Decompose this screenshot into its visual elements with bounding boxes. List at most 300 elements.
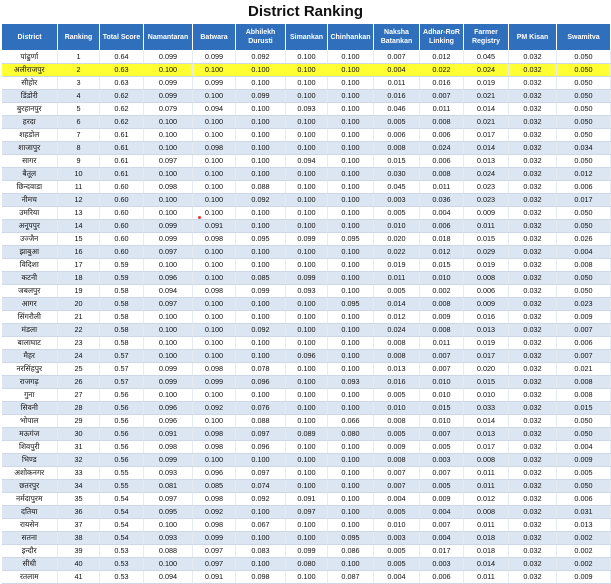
table-cell: 0.099 (193, 376, 236, 389)
table-cell: 0.098 (193, 441, 236, 454)
table-cell: 0.100 (328, 506, 374, 519)
table-row (2, 64, 611, 77)
table-cell: 0.098 (193, 142, 236, 155)
table-cell: 0.012 (374, 311, 420, 324)
table-cell: 14 (58, 220, 100, 233)
table-cell: 0.100 (286, 259, 328, 272)
table-cell: 6 (58, 116, 100, 129)
table-row (2, 311, 611, 324)
table-cell: 0.60 (100, 233, 144, 246)
table-cell: 0.009 (557, 454, 611, 467)
table-cell: 0.008 (420, 116, 464, 129)
table-cell: 0.021 (464, 90, 509, 103)
table-cell: 0.100 (236, 220, 286, 233)
table-cell: 26 (58, 376, 100, 389)
district-cell: भोपाल (2, 415, 58, 428)
table-cell: 0.098 (193, 363, 236, 376)
table-cell: 5 (58, 103, 100, 116)
table-cell: 0.63 (100, 64, 144, 77)
table-cell: 0.094 (144, 285, 193, 298)
table-cell: 0.005 (420, 441, 464, 454)
table-cell: 0.098 (193, 519, 236, 532)
table-cell: 0.022 (374, 246, 420, 259)
district-cell: सिंगरौली (2, 311, 58, 324)
district-cell: डिंडोरी (2, 90, 58, 103)
table-cell: 2 (58, 64, 100, 77)
table-cell: 0.009 (420, 311, 464, 324)
red-dot-marker (198, 216, 201, 219)
table-row (2, 402, 611, 415)
table-cell: 4 (58, 90, 100, 103)
table-cell: 0.007 (374, 51, 420, 64)
table-row (2, 350, 611, 363)
table-cell: 0.100 (144, 519, 193, 532)
table-cell: 0.032 (509, 298, 557, 311)
table-cell: 23 (58, 337, 100, 350)
table-cell: 27 (58, 389, 100, 402)
table-cell: 0.007 (420, 519, 464, 532)
district-cell: सिवनी (2, 402, 58, 415)
table-row (2, 233, 611, 246)
table-cell: 0.100 (236, 142, 286, 155)
table-cell: 0.100 (328, 311, 374, 324)
table-cell: 0.100 (328, 207, 374, 220)
table-cell: 0.098 (193, 428, 236, 441)
table-cell: 0.020 (464, 363, 509, 376)
table-cell: 0.100 (193, 272, 236, 285)
table-cell: 0.007 (557, 350, 611, 363)
table-cell: 0.100 (193, 64, 236, 77)
table-cell: 0.099 (144, 233, 193, 246)
table-cell: 0.006 (420, 155, 464, 168)
column-header: District (2, 24, 58, 51)
table-cell: 0.011 (374, 77, 420, 90)
district-cell: कटनी (2, 272, 58, 285)
table-cell: 0.013 (557, 519, 611, 532)
table-cell: 0.014 (464, 415, 509, 428)
table-cell: 0.005 (420, 480, 464, 493)
table-row (2, 480, 611, 493)
table-cell: 0.009 (420, 493, 464, 506)
column-header: Total Score (100, 24, 144, 51)
district-cell: अलीराजपुर (2, 64, 58, 77)
table-cell: 0.005 (374, 285, 420, 298)
table-cell: 0.100 (193, 337, 236, 350)
table-cell: 0.100 (286, 415, 328, 428)
table-row (2, 493, 611, 506)
table-cell: 0.100 (236, 155, 286, 168)
table-cell: 0.003 (374, 532, 420, 545)
district-cell: शाजापुर (2, 142, 58, 155)
table-row (2, 142, 611, 155)
table-cell: 0.100 (328, 181, 374, 194)
table-cell: 0.096 (144, 272, 193, 285)
table-cell: 0.100 (144, 142, 193, 155)
table-cell: 0.020 (374, 233, 420, 246)
table-cell: 0.64 (100, 51, 144, 64)
table-cell: 0.100 (286, 181, 328, 194)
table-cell: 0.097 (144, 298, 193, 311)
table-cell: 0.019 (464, 77, 509, 90)
table-cell: 38 (58, 532, 100, 545)
table-cell: 0.58 (100, 337, 144, 350)
table-cell: 0.100 (286, 246, 328, 259)
table-cell: 0.100 (236, 298, 286, 311)
table-cell: 0.046 (374, 103, 420, 116)
table-cell: 0.010 (464, 389, 509, 402)
table-cell: 0.100 (236, 337, 286, 350)
table-cell: 0.100 (236, 389, 286, 402)
table-cell: 0.032 (509, 103, 557, 116)
table-cell: 0.008 (374, 142, 420, 155)
table-cell: 0.085 (236, 272, 286, 285)
table-cell: 0.100 (328, 493, 374, 506)
table-cell: 0.023 (557, 298, 611, 311)
table-row (2, 363, 611, 376)
column-header: PM Kisan (509, 24, 557, 51)
table-cell: 0.100 (286, 519, 328, 532)
table-cell: 0.004 (420, 506, 464, 519)
table-cell: 0.100 (286, 454, 328, 467)
table-cell: 0.032 (509, 558, 557, 571)
table-cell: 0.097 (193, 545, 236, 558)
table-cell: 0.005 (374, 116, 420, 129)
table-cell: 0.100 (286, 480, 328, 493)
table-cell: 0.029 (464, 246, 509, 259)
table-cell: 0.57 (100, 363, 144, 376)
table-cell: 0.56 (100, 428, 144, 441)
table-cell: 0.56 (100, 402, 144, 415)
district-cell: अशोकनगर (2, 467, 58, 480)
table-cell: 1 (58, 51, 100, 64)
table-cell: 0.100 (286, 64, 328, 77)
table-cell: 0.53 (100, 558, 144, 571)
table-cell: 0.100 (286, 77, 328, 90)
table-cell: 0.015 (557, 402, 611, 415)
table-cell: 0.011 (374, 272, 420, 285)
table-cell: 0.050 (557, 480, 611, 493)
table-cell: 0.050 (557, 220, 611, 233)
table-cell: 0.100 (236, 532, 286, 545)
table-cell: 0.017 (464, 129, 509, 142)
table-cell: 0.099 (144, 363, 193, 376)
table-cell: 0.100 (193, 298, 236, 311)
table-row (2, 545, 611, 558)
table-cell: 0.100 (328, 168, 374, 181)
table-cell: 0.100 (328, 220, 374, 233)
table-cell: 0.033 (464, 402, 509, 415)
table-cell: 21 (58, 311, 100, 324)
table-cell: 0.100 (236, 77, 286, 90)
table-cell: 0.100 (193, 116, 236, 129)
table-row (2, 116, 611, 129)
column-header: Ranking (58, 24, 100, 51)
table-cell: 0.011 (420, 181, 464, 194)
table-cell: 0.100 (144, 558, 193, 571)
table-cell: 0.098 (193, 493, 236, 506)
district-cell: शिवपुरी (2, 441, 58, 454)
table-cell: 0.036 (420, 194, 464, 207)
table-cell: 0.005 (374, 389, 420, 402)
table-cell: 0.032 (509, 532, 557, 545)
table-cell: 0.050 (557, 207, 611, 220)
table-cell: 0.016 (374, 90, 420, 103)
district-cell: आगर (2, 298, 58, 311)
table-cell: 0.050 (557, 64, 611, 77)
table-cell: 0.100 (193, 181, 236, 194)
table-cell: 0.100 (286, 571, 328, 584)
table-row (2, 194, 611, 207)
table-cell: 0.008 (557, 259, 611, 272)
table-cell: 0.099 (236, 90, 286, 103)
table-cell: 0.009 (374, 441, 420, 454)
table-cell: 0.100 (193, 259, 236, 272)
district-cell: सतना (2, 532, 58, 545)
table-cell: 0.009 (557, 311, 611, 324)
table-cell: 0.60 (100, 181, 144, 194)
district-cell: अनूपपुर (2, 220, 58, 233)
district-cell: मंडला (2, 324, 58, 337)
column-header: Chinhankan (328, 24, 374, 51)
table-cell: 0.017 (464, 441, 509, 454)
table-cell: 0.100 (193, 415, 236, 428)
table-cell: 0.61 (100, 142, 144, 155)
table-cell: 0.100 (286, 467, 328, 480)
table-cell: 0.032 (509, 194, 557, 207)
table-cell: 35 (58, 493, 100, 506)
table-cell: 0.008 (374, 415, 420, 428)
table-cell: 0.074 (236, 480, 286, 493)
table-row (2, 519, 611, 532)
table-row (2, 467, 611, 480)
table-cell: 0.076 (236, 402, 286, 415)
table-cell: 0.100 (286, 51, 328, 64)
district-cell: छिन्दवाडा (2, 181, 58, 194)
district-cell: बुरहानपुर (2, 103, 58, 116)
table-cell: 0.002 (557, 532, 611, 545)
table-cell: 0.53 (100, 571, 144, 584)
table-cell: 0.004 (557, 441, 611, 454)
table-cell: 0.095 (328, 532, 374, 545)
table-cell: 0.100 (236, 129, 286, 142)
table-cell: 0.100 (193, 155, 236, 168)
table-row (2, 103, 611, 116)
district-cell: पांढुर्णा (2, 51, 58, 64)
table-cell: 0.032 (509, 155, 557, 168)
table-cell: 0.008 (374, 454, 420, 467)
table-cell: 0.008 (464, 506, 509, 519)
table-cell: 0.091 (144, 428, 193, 441)
table-cell: 0.100 (193, 246, 236, 259)
table-cell: 0.100 (328, 129, 374, 142)
table-cell: 0.099 (286, 545, 328, 558)
table-cell: 0.005 (374, 545, 420, 558)
table-cell: 0.093 (286, 103, 328, 116)
district-cell: गुना (2, 389, 58, 402)
table-cell: 0.032 (509, 64, 557, 77)
column-header: Swamitva (557, 24, 611, 51)
table-cell: 0.100 (286, 90, 328, 103)
table-cell: 0.088 (236, 181, 286, 194)
table-cell: 0.100 (144, 337, 193, 350)
table-cell: 0.094 (144, 571, 193, 584)
table-cell: 0.100 (144, 168, 193, 181)
table-cell: 0.100 (328, 480, 374, 493)
district-cell: उज्जैन (2, 233, 58, 246)
table-cell: 0.62 (100, 116, 144, 129)
table-cell: 0.045 (464, 51, 509, 64)
table-cell: 0.100 (328, 103, 374, 116)
table-body (2, 51, 611, 584)
table-cell: 0.100 (328, 64, 374, 77)
table-cell: 13 (58, 207, 100, 220)
table-cell: 0.010 (420, 272, 464, 285)
table-cell: 0.100 (193, 207, 236, 220)
table-row (2, 285, 611, 298)
table-cell: 0.098 (144, 181, 193, 194)
table-cell: 0.080 (286, 558, 328, 571)
table-cell: 0.100 (328, 454, 374, 467)
table-cell: 0.012 (464, 493, 509, 506)
table-cell: 0.58 (100, 324, 144, 337)
table-cell: 0.010 (374, 402, 420, 415)
table-cell: 0.010 (374, 220, 420, 233)
table-row (2, 324, 611, 337)
table-cell: 0.100 (286, 220, 328, 233)
table-cell: 0.032 (509, 376, 557, 389)
table-cell: 0.023 (464, 194, 509, 207)
table-cell: 0.100 (144, 259, 193, 272)
table-cell: 29 (58, 415, 100, 428)
table-cell: 0.100 (144, 389, 193, 402)
table-cell: 34 (58, 480, 100, 493)
table-cell: 0.099 (144, 90, 193, 103)
table-cell: 0.010 (420, 415, 464, 428)
table-cell: 41 (58, 571, 100, 584)
table-cell: 0.008 (464, 272, 509, 285)
table-cell: 0.011 (464, 467, 509, 480)
table-cell: 0.100 (286, 142, 328, 155)
table-cell: 0.004 (374, 64, 420, 77)
table-cell: 0.100 (236, 246, 286, 259)
column-header: Abhilekh Durusti (236, 24, 286, 51)
table-cell: 0.096 (144, 402, 193, 415)
table-cell: 0.018 (464, 545, 509, 558)
table-cell: 0.034 (557, 142, 611, 155)
table-row (2, 259, 611, 272)
table-cell: 0.004 (374, 493, 420, 506)
page-title: District Ranking (247, 3, 364, 20)
table-row (2, 246, 611, 259)
table-cell: 0.032 (509, 428, 557, 441)
table-cell: 0.014 (464, 142, 509, 155)
table-cell: 0.006 (420, 129, 464, 142)
table-cell: 0.003 (420, 558, 464, 571)
table-cell: 0.095 (144, 506, 193, 519)
district-cell: छतरपुर (2, 480, 58, 493)
table-cell: 0.032 (509, 207, 557, 220)
table-cell: 0.007 (374, 467, 420, 480)
table-cell: 0.100 (286, 207, 328, 220)
table-cell: 28 (58, 402, 100, 415)
table-cell: 0.100 (236, 506, 286, 519)
table-cell: 0.100 (328, 77, 374, 90)
table-cell: 0.100 (328, 389, 374, 402)
table-cell: 0.60 (100, 207, 144, 220)
table-row (2, 51, 611, 64)
table-cell: 0.099 (193, 532, 236, 545)
table-cell: 0.011 (464, 519, 509, 532)
table-cell: 0.016 (374, 376, 420, 389)
table-cell: 0.53 (100, 545, 144, 558)
table-cell: 7 (58, 129, 100, 142)
table-cell: 0.55 (100, 467, 144, 480)
district-cell: विदिशा (2, 259, 58, 272)
table-cell: 0.100 (144, 194, 193, 207)
table-cell: 0.004 (374, 571, 420, 584)
table-cell: 0.60 (100, 246, 144, 259)
table-cell: 0.100 (328, 363, 374, 376)
table-cell: 0.032 (509, 259, 557, 272)
table-row (2, 181, 611, 194)
table-row (2, 298, 611, 311)
table-cell: 0.100 (286, 311, 328, 324)
table-cell: 0.003 (374, 194, 420, 207)
table-cell: 0.088 (144, 545, 193, 558)
table-cell: 0.014 (464, 103, 509, 116)
table-cell: 0.026 (557, 233, 611, 246)
table-cell: 0.085 (193, 480, 236, 493)
table-cell: 0.100 (328, 402, 374, 415)
table-cell: 0.032 (509, 519, 557, 532)
table-cell: 0.100 (236, 311, 286, 324)
table-cell: 0.092 (236, 493, 286, 506)
table-cell: 0.012 (557, 168, 611, 181)
table-cell: 33 (58, 467, 100, 480)
table-cell: 0.031 (557, 506, 611, 519)
table-cell: 0.59 (100, 259, 144, 272)
table-cell: 25 (58, 363, 100, 376)
table-cell: 0.007 (420, 363, 464, 376)
table-cell: 0.079 (144, 103, 193, 116)
table-cell: 0.097 (236, 467, 286, 480)
table-cell: 0.008 (557, 376, 611, 389)
table-cell: 0.62 (100, 90, 144, 103)
table-cell: 0.100 (236, 64, 286, 77)
table-cell: 0.100 (144, 129, 193, 142)
table-cell: 0.100 (286, 129, 328, 142)
table-row (2, 415, 611, 428)
ranking-table-wrap (0, 23, 611, 584)
table-cell: 0.096 (236, 441, 286, 454)
table-cell: 0.017 (420, 545, 464, 558)
table-cell: 0.032 (509, 389, 557, 402)
table-cell: 0.022 (420, 64, 464, 77)
district-cell: मैहर (2, 350, 58, 363)
table-row (2, 168, 611, 181)
table-cell: 0.100 (286, 298, 328, 311)
table-cell: 0.092 (193, 506, 236, 519)
table-cell: 0.100 (328, 467, 374, 480)
table-cell: 0.089 (286, 428, 328, 441)
table-cell: 0.019 (464, 337, 509, 350)
table-cell: 0.032 (509, 545, 557, 558)
table-cell: 0.099 (193, 77, 236, 90)
table-cell: 0.050 (557, 103, 611, 116)
table-cell: 0.067 (236, 519, 286, 532)
table-cell: 0.100 (286, 389, 328, 402)
table-cell: 0.095 (328, 298, 374, 311)
